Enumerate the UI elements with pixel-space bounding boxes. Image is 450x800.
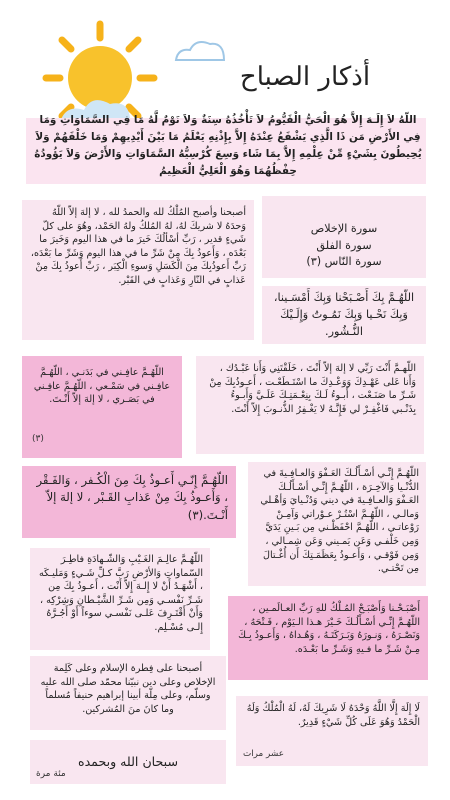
dhikr-card-asbahna-wa-asbaha — [22, 200, 254, 340]
dhikr-card-surahs — [262, 196, 426, 278]
dhikr-card-bika-asbahna — [262, 286, 426, 344]
card-text: اللّهُـمَّ بِكَ أَصْـبَحْنا وَبِكَ أَمْسَـينا، وَبِكَ نَحْـيا وَبِكَ نَمُـوتُ وَإِلَـيْكَ النُّـشُور. — [273, 291, 415, 338]
dhikr-card-kufr-faqr — [22, 466, 236, 538]
card-text: اللّهـمَّ أَنْتَ رَبِّي لا إلهَ إلاّ أَنْتَ ، خَلَقْتَنِي وَأَنا عَبْـدُك ، وَأَنا عَلى عَهْـدِكَ وَوَعْـدِكَ ما اسْتَـطَعْـت ، أَعـوذُبِكَ مِنْ شَـرِّ ما صَنَـعْت ، أَبـوءُ لَـكَ بِنِعْـمَتِـكَ عَلَـيَّ وَأَبـوءُ بِذَنْـبي فَاغْفِـرْ لي فَإِنَّـهُ لا يَغْـفِرُ الذُّنـوبَ إِلاّ أَنْتَ. — [209, 363, 416, 415]
card-text: اللّهُـمَّ إِنّـي أَعـوذُ بِكَ مِنَ الْكُـفر ، وَالفَـقْر ، وَأَعـوذُ بِكَ مِنْ عَذابِ القَـبْر ، لا إلهَ إلاّ أَنْـتَ.(٣) — [36, 473, 228, 522]
repeat-count: عشر مرات — [242, 748, 284, 759]
card-text: اللّهُـمَّ إِنِّـي أسْـأَلُـكَ العَـفْوَ وَالعـافِـيةَ في الدُّنْـيا وَالآخِـرَة ، اللّهُـمَّ إِنِّـي أسْـأَلُـكَ العَـفْوَ وَالعـافِـيةَ في ديني وَدُنْـيايَ وَأهْـلي وَمالـي ، اللّهُـمَّ اسْتُـرْ عـوْراتي وَآمِـنْ رَوْعاتـي ، اللّهُـمَّ احْفَظْـني مِن بَـينِ يَدَيَّ وَمِن خَلْفـي وَعَن يَمـيني وَعَن شِمـالي ، وَمِن فَوْقـي ، وَأَعـوذُ بِعَظَمَـتِكَ أَن أُغْـتالَ مِن تَحْتـي. — [260, 468, 419, 575]
card-text: اللّهُـمَّ عافِـني في بَدَنـي ، اللّهُـمَّ عافِـني في سَمْـعي ، اللّهُـمَّ عافِـني في بَصَـري ، لا إلهَ إلاّ أَنْـتَ. — [33, 367, 171, 406]
dhikr-card-subhanallah — [30, 740, 226, 784]
ayat-alkursi: اللّهُ لاَ إِلَـهَ إِلاَّ هُوَ الْحَيُّ الْقَيُّومُ لاَ تَأْخُذُهُ سِنَةٌ وَلاَ نَوْمٌ لَّهُ مَا فِي السَّمَاوَاتِ وَمَا فِي الأَرْضِ مَن ذَا الَّذِي يَشْفَعُ عِنْدَهُ إِلاَّ بِإِذْنِهِ يَعْلَمُ مَا بَيْنَ أَيْدِيهِمْ وَمَا خَلْفَهُمْ وَلاَ يُحِيطُونَ بِشَيْءٍ مِّنْ عِلْمِهِ إِلاَّ بِمَا شَاء وَسِعَ كُرْسِيُّهُ السَّمَاوَاتِ وَالأَرْضَ وَلاَ يَؤُودُهُ حِفْظُهُمَا وَهُوَ الْعَلِيُّ الْعَظِيمُ — [34, 114, 422, 177]
dhikr-card-la-ilaha-illallah — [236, 696, 428, 766]
dhikr-card-alim-al-ghayb — [30, 548, 210, 650]
dhikr-card-afini — [22, 356, 182, 458]
card-text: لَا إِلَهَ إِلَّا اللَّهُ وَحْدَهُ لَا شَرِيكَ لَهُ، لَهُ الْمُلْكُ وَلَهُ الْحَمْدُ وَهُوَ عَلَى كُلِّ شَيْءٍ قَدِيرٌ. — [246, 703, 420, 728]
card-text: أَصْبَـحْـنا وَأَصْبَـحْ المُـلْكُ للهِ رَبِّ العـالَمـين ، اللّهُـمَّ إِنِّـي أسْـأَلُـكَ خَـيْرَ هـذا الـيَوْم ، فَـتْحَهُ ، وَنَصْـرَهُ ، وَنـورَهُ وَبَـرَكَتَـهُ ، وَهُـداهُ ، وَأَعـوذُ بِـكَ مِـنْ شَـرِّ ما فـيهِ وَشَـرِّ ما بَعْـدَه. — [238, 603, 420, 655]
page-title: أذكار الصباح — [239, 62, 371, 92]
cloud-illustration — [170, 34, 230, 64]
card-text: أصبحنا على فِطرة الإسلام وعلى كَلِمة الإخلاص وعلى دين نبيّنا محمّد صلى الله عليه وسلّم، وعلى مِلّة أبينا إبراهيم حنيفاً مُسلماً وما كانَ منَ المُشركين. — [40, 663, 216, 715]
dhikr-card-afw-afiya — [248, 462, 426, 586]
card-text: سبحان الله وبحمده — [77, 754, 179, 769]
dhikr-card-sayyid-al-istighfar — [196, 356, 424, 454]
card-text: سورة الإخلاص سورة الفلق سورة النّاس (٣) — [306, 221, 382, 269]
dhikr-card-asbahna-rabb-al-alamin — [228, 596, 428, 680]
card-text: أصبحنا وأصبح المُلْكُ لله والحمدُ لله ، لا إلهَ إلاّ اللّهُ وَحدَهُ لا شريكَ لهُ، لهُ المُلكُ ولهُ الحَمْد، وهُوَ على كلّ شَيءٍ قدير ، رَبِّ أسْألُكَ خَيرَ ما في هذا اليوم وَخَيرَ ما بَعْدَه ، وَأَعوذُ بِكَ مِنْ شَرِّ ما في هذا اليوم وَشَرِّ ما بَعْدَه، رَبِّ أَعوذُبِكَ مِنَ الْكَسَلِ وَسوءِ الْكِبَر ، رَبِّ أَعوذُ بِكَ مِنْ عَذابٍ في النّارِ وَعَذابٍ في القَبْر. — [30, 207, 246, 287]
dhikr-card-fitrat-al-islam — [30, 656, 226, 730]
card-text: اللّهُـمَّ عالِـمَ الغَـيْبِ وَالشّـهادَةِ فاطِـرَ السّماواتِ وَالأرْضِ رَبَّ كـلِّ شَـيءٍ وَمَليـكَه ، أَشْهَـدُ أَنْ لا إِلـهَ إِلاّ أَنْت ، أَعـوذُ بِكَ مِن شَـرِّ نَفْسـي وَمِن شَـرِّ الشَّيْـطانِ وَشِرْكِه ، وَأَنْ أَقْتَـرِفَ عَلـى نَفْسـي سوءاً أَوْ أَجُـرَّهُ إِلـى مُسْـلِم. — [39, 554, 203, 634]
repeat-count: مئة مرة — [36, 769, 66, 779]
repeat-count: (٣) — [32, 434, 44, 445]
